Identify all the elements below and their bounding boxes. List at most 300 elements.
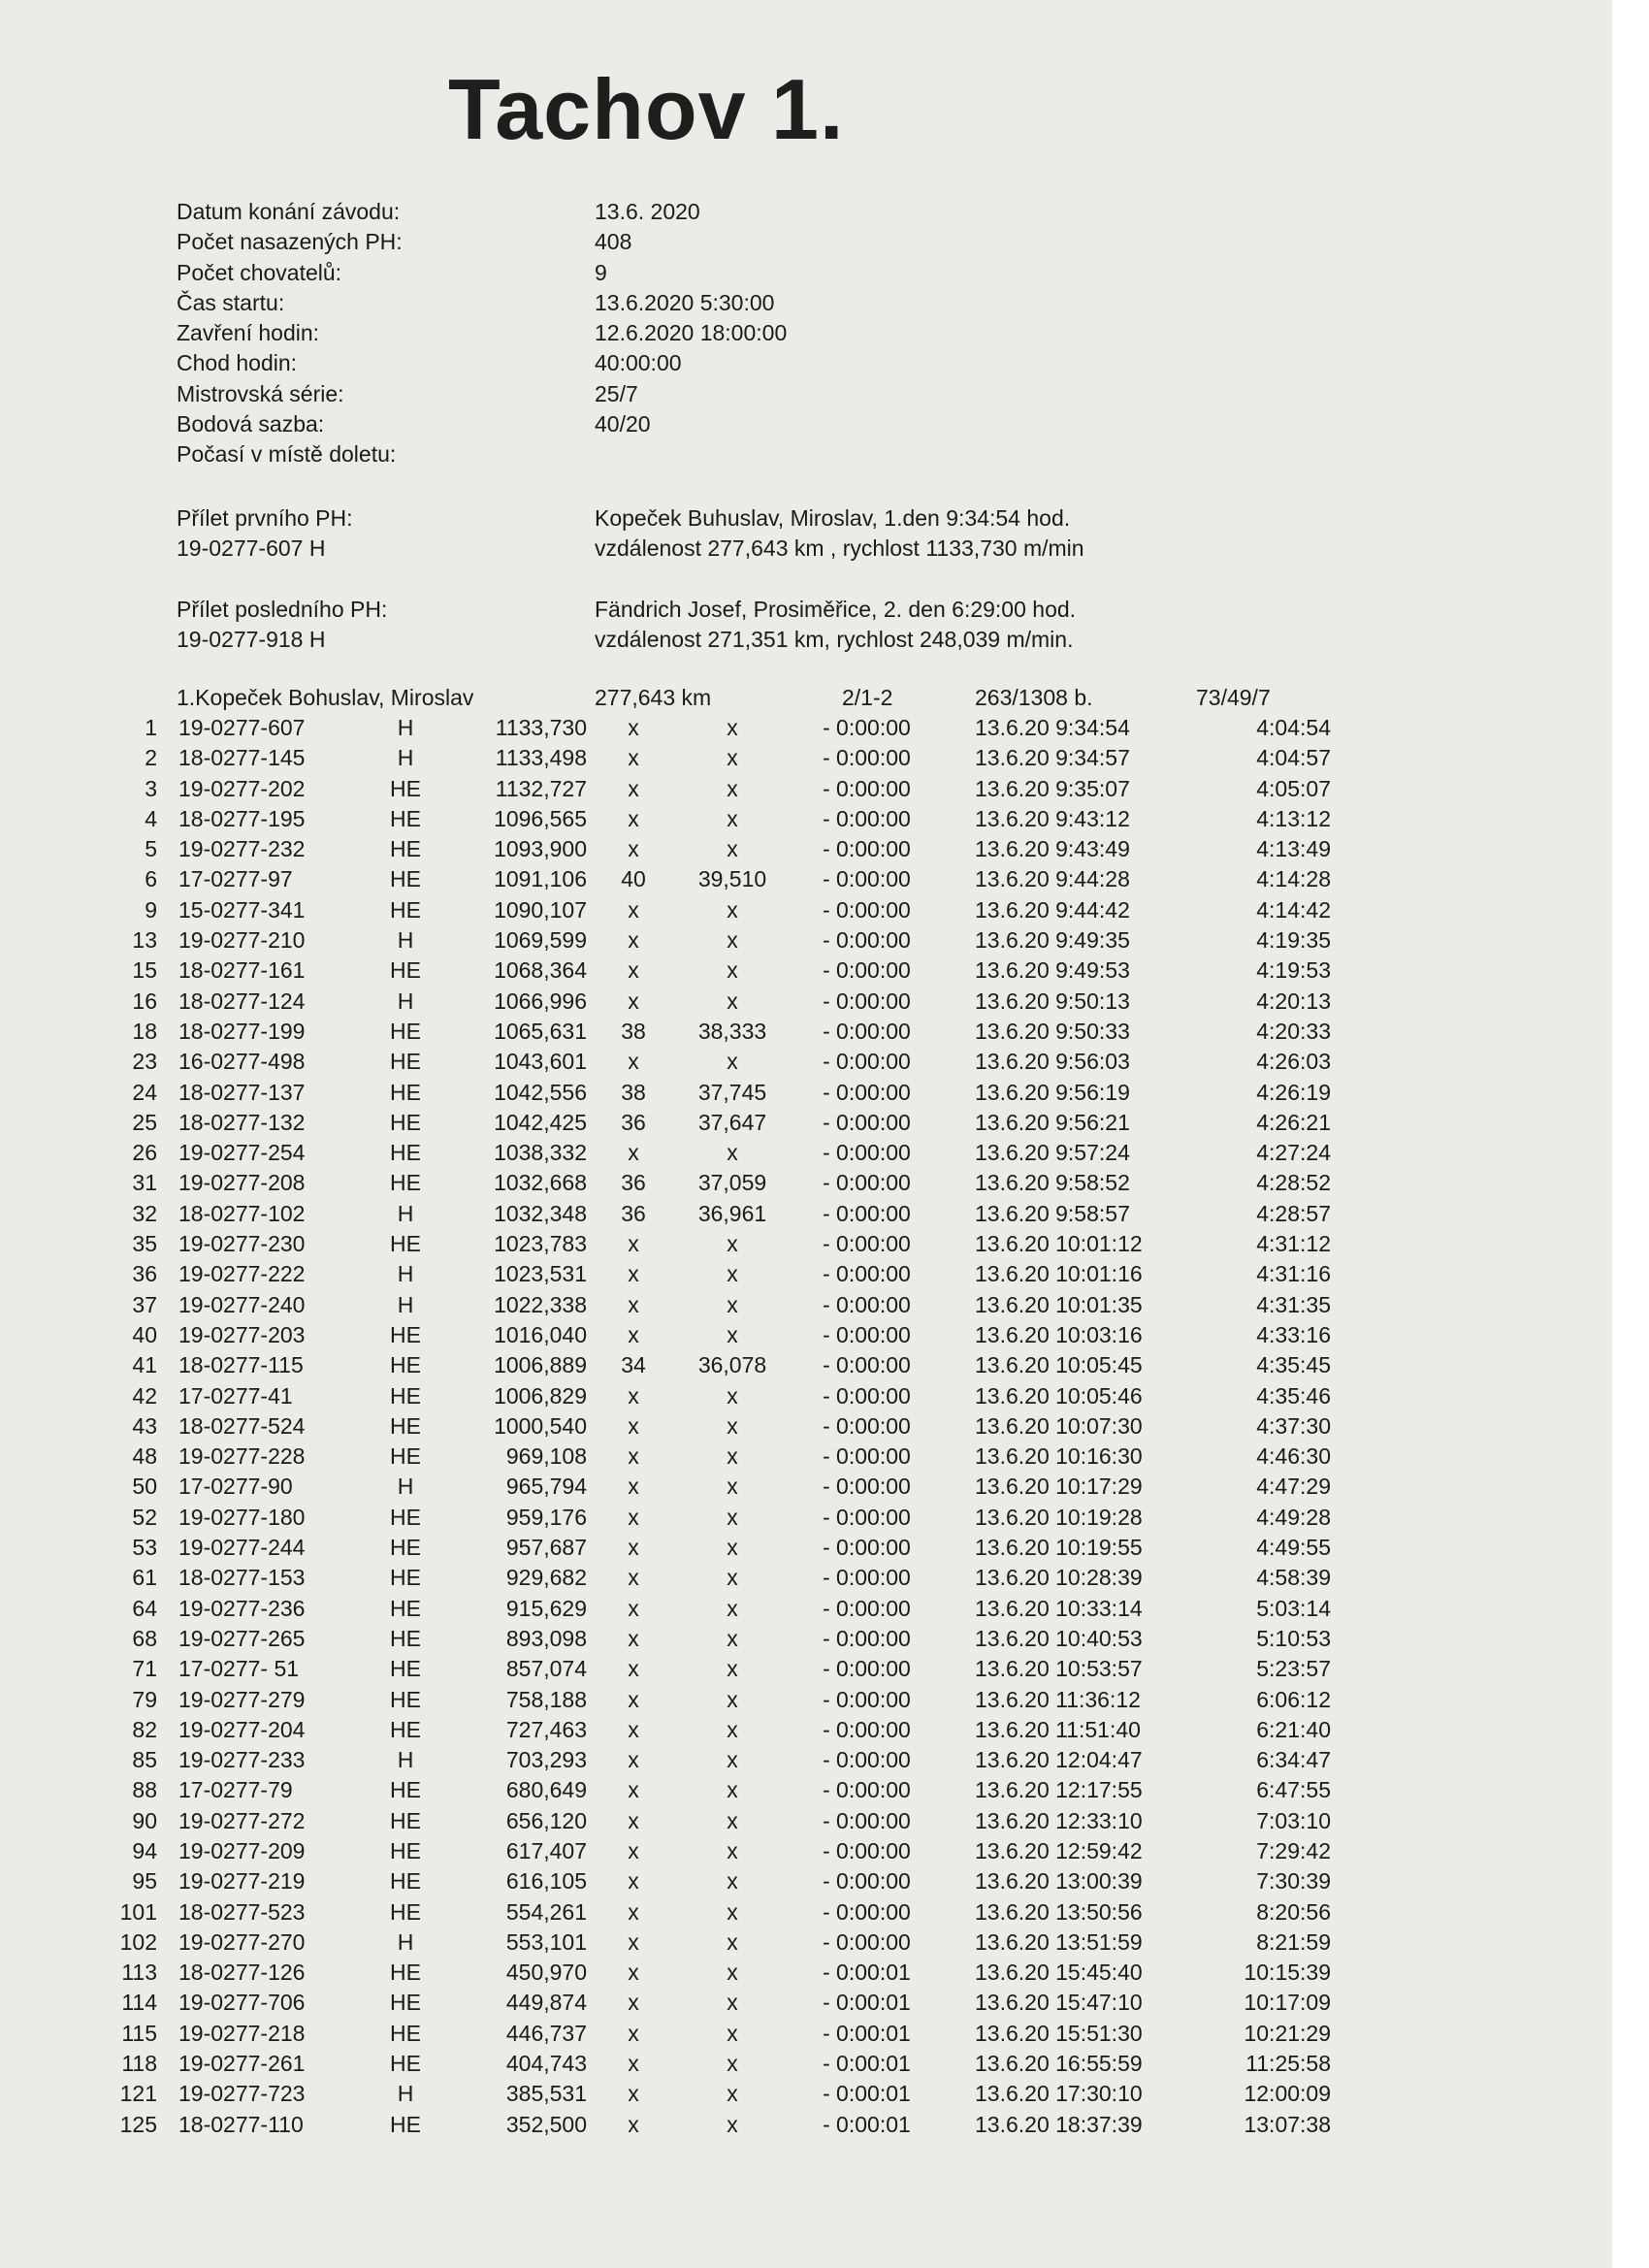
info-value: 9 bbox=[595, 259, 607, 285]
coefficient-cell: x bbox=[727, 1747, 738, 1773]
rank-cell: 68 bbox=[132, 1625, 157, 1651]
rank-cell: 6 bbox=[145, 866, 157, 892]
flight-time-cell: 4:35:45 bbox=[1256, 1352, 1331, 1378]
rank-cell: 50 bbox=[132, 1474, 157, 1500]
ring-cell: 17-0277-90 bbox=[178, 1474, 293, 1500]
rank-cell: 85 bbox=[132, 1747, 157, 1773]
speed-cell: 1066,996 bbox=[494, 988, 587, 1014]
points-cell: 38 bbox=[621, 1079, 646, 1105]
arrival-cell: 13.6.20 10:19:55 bbox=[975, 1535, 1143, 1561]
arrival-cell: 13.6.20 10:01:16 bbox=[975, 1261, 1143, 1287]
info-label: Zavření hodin: bbox=[177, 320, 320, 346]
ring-cell: 19-0277-272 bbox=[178, 1807, 306, 1833]
sex-cell: HE bbox=[390, 1079, 421, 1105]
speed-cell: 929,682 bbox=[505, 1565, 587, 1591]
coefficient-cell: x bbox=[727, 1565, 738, 1591]
ring-cell: 17-0277-97 bbox=[178, 866, 293, 892]
points-cell: x bbox=[628, 2020, 639, 2046]
coefficient-cell: 38,333 bbox=[697, 1018, 767, 1044]
coefficient-cell: 39,510 bbox=[697, 866, 767, 892]
difference-cell: - 0:00:01 bbox=[823, 2111, 911, 2137]
sex-cell: HE bbox=[390, 1535, 421, 1561]
ring-cell: 19-0277-254 bbox=[178, 1140, 306, 1166]
difference-cell: - 0:00:00 bbox=[823, 1291, 911, 1317]
flight-time-cell: 6:06:12 bbox=[1256, 1686, 1331, 1712]
sex-cell: HE bbox=[390, 896, 421, 923]
speed-cell: 1133,730 bbox=[495, 715, 587, 740]
flight-time-cell: 4:20:13 bbox=[1256, 988, 1331, 1014]
speed-cell: 957,687 bbox=[505, 1535, 587, 1561]
ring-cell: 18-0277-523 bbox=[178, 1898, 306, 1925]
difference-cell: - 0:00:00 bbox=[823, 866, 911, 892]
info-value: 40:00:00 bbox=[595, 350, 682, 376]
points-cell: x bbox=[628, 896, 639, 923]
arrival-cell: 13.6.20 10:28:39 bbox=[975, 1565, 1143, 1591]
arrival-cell: 13.6.20 15:47:10 bbox=[975, 1990, 1143, 2016]
rank-cell: 35 bbox=[132, 1231, 157, 1257]
difference-cell: - 0:00:00 bbox=[823, 957, 911, 984]
arrival-cell: 13.6.20 10:01:35 bbox=[975, 1291, 1143, 1317]
coefficient-cell: x bbox=[727, 1261, 738, 1287]
points-cell: x bbox=[628, 1504, 639, 1530]
points-cell: x bbox=[628, 1686, 639, 1712]
coefficient-cell: 37,059 bbox=[697, 1170, 767, 1196]
flight-time-cell: 4:14:42 bbox=[1256, 896, 1331, 923]
rank-cell: 121 bbox=[119, 2081, 157, 2107]
ring-cell: 18-0277-153 bbox=[178, 1565, 306, 1591]
sex-cell: HE bbox=[390, 1140, 421, 1166]
arrival-cell: 13.6.20 9:43:12 bbox=[975, 805, 1130, 831]
ring-cell: 19-0277-203 bbox=[178, 1321, 306, 1347]
difference-cell: - 0:00:00 bbox=[823, 1686, 911, 1712]
flight-time-cell: 4:37:30 bbox=[1256, 1412, 1331, 1439]
sex-cell: H bbox=[397, 1474, 414, 1500]
points-cell: x bbox=[628, 1747, 639, 1773]
speed-cell: 616,105 bbox=[505, 1868, 587, 1895]
sex-cell: HE bbox=[390, 2111, 421, 2137]
first-arrival-label: Přílet prvního PH: bbox=[177, 505, 353, 531]
difference-cell: - 0:00:00 bbox=[823, 1777, 911, 1803]
points-cell: x bbox=[628, 1868, 639, 1895]
coefficient-cell: x bbox=[727, 775, 738, 801]
difference-cell: - 0:00:00 bbox=[823, 1837, 911, 1863]
arrival-cell: 13.6.20 9:35:07 bbox=[975, 775, 1130, 801]
info-label: Datum konání závodu: bbox=[177, 199, 401, 224]
speed-cell: 1093,900 bbox=[494, 836, 587, 862]
sex-cell: HE bbox=[390, 1049, 421, 1075]
speed-cell: 965,794 bbox=[505, 1474, 587, 1500]
coefficient-cell: x bbox=[727, 715, 738, 740]
coefficient-cell: x bbox=[727, 2051, 738, 2077]
difference-cell: - 0:00:00 bbox=[823, 1898, 911, 1925]
sex-cell: HE bbox=[390, 1837, 421, 1863]
sex-cell: HE bbox=[390, 1170, 421, 1196]
speed-cell: 1042,556 bbox=[494, 1079, 587, 1105]
coefficient-cell: x bbox=[727, 1291, 738, 1317]
coefficient-cell: x bbox=[727, 1412, 738, 1439]
ring-cell: 19-0277-219 bbox=[178, 1868, 306, 1895]
speed-cell: 446,737 bbox=[505, 2020, 587, 2046]
coefficient-cell: 37,647 bbox=[697, 1109, 767, 1135]
first-arrival-ring: 19-0277-607 H bbox=[177, 535, 326, 561]
speed-cell: 1065,631 bbox=[494, 1018, 587, 1044]
ring-cell: 19-0277-236 bbox=[178, 1595, 306, 1621]
rank-cell: 31 bbox=[132, 1170, 157, 1196]
ring-cell: 19-0277-261 bbox=[178, 2051, 306, 2077]
speed-cell: 758,188 bbox=[505, 1686, 587, 1712]
difference-cell: - 0:00:00 bbox=[823, 1807, 911, 1833]
difference-cell: - 0:00:00 bbox=[823, 1474, 911, 1500]
flight-time-cell: 4:47:29 bbox=[1256, 1474, 1331, 1500]
rank-cell: 48 bbox=[132, 1443, 157, 1470]
difference-cell: - 0:00:01 bbox=[823, 1960, 911, 1986]
speed-cell: 1043,601 bbox=[494, 1049, 587, 1075]
ring-cell: 18-0277-137 bbox=[178, 1079, 306, 1105]
speed-cell: 1032,348 bbox=[494, 1200, 587, 1226]
ring-cell: 19-0277-706 bbox=[178, 1990, 306, 2016]
ring-cell: 19-0277-607 bbox=[178, 715, 306, 740]
coefficient-cell: x bbox=[727, 1716, 738, 1742]
rank-cell: 26 bbox=[132, 1140, 157, 1166]
coefficient-cell: x bbox=[727, 1686, 738, 1712]
speed-cell: 404,743 bbox=[505, 2051, 587, 2077]
coefficient-cell: x bbox=[727, 1960, 738, 1986]
rank-cell: 95 bbox=[132, 1868, 157, 1895]
rank-cell: 101 bbox=[119, 1898, 157, 1925]
flight-time-cell: 10:15:39 bbox=[1244, 1960, 1331, 1986]
flight-time-cell: 4:05:07 bbox=[1256, 775, 1331, 801]
last-arrival-line1: Fändrich Josef, Prosiměřice, 2. den 6:29:00 hod. bbox=[595, 597, 1077, 622]
arrival-cell: 13.6.20 9:43:49 bbox=[975, 836, 1130, 862]
flight-time-cell: 4:04:57 bbox=[1256, 745, 1331, 771]
ring-cell: 18-0277-145 bbox=[178, 745, 306, 771]
difference-cell: - 0:00:00 bbox=[823, 1625, 911, 1651]
points-cell: x bbox=[628, 1049, 639, 1075]
speed-cell: 1032,668 bbox=[494, 1170, 587, 1196]
sex-cell: HE bbox=[390, 866, 421, 892]
coefficient-cell: x bbox=[727, 1928, 738, 1955]
ring-cell: 19-0277-230 bbox=[178, 1231, 306, 1257]
coefficient-cell: 36,961 bbox=[697, 1200, 767, 1226]
ring-cell: 19-0277-265 bbox=[178, 1625, 306, 1651]
difference-cell: - 0:00:00 bbox=[823, 1716, 911, 1742]
rank-cell: 36 bbox=[132, 1261, 157, 1287]
rank-cell: 32 bbox=[132, 1200, 157, 1226]
sex-cell: H bbox=[397, 745, 414, 771]
arrival-cell: 13.6.20 9:34:54 bbox=[975, 715, 1130, 740]
sex-cell: HE bbox=[390, 1656, 421, 1682]
rank-cell: 16 bbox=[132, 988, 157, 1014]
arrival-cell: 13.6.20 11:51:40 bbox=[975, 1716, 1141, 1742]
arrival-cell: 13.6.20 13:51:59 bbox=[975, 1928, 1143, 1955]
rank-cell: 115 bbox=[121, 2020, 157, 2046]
last-arrival-ring: 19-0277-918 H bbox=[177, 627, 326, 652]
flight-time-cell: 4:26:19 bbox=[1256, 1079, 1331, 1105]
flight-time-cell: 10:21:29 bbox=[1244, 2020, 1331, 2046]
rank-cell: 1 bbox=[145, 715, 157, 740]
sex-cell: HE bbox=[390, 1352, 421, 1378]
points-cell: x bbox=[628, 1140, 639, 1166]
ring-cell: 19-0277-244 bbox=[178, 1535, 306, 1561]
sex-cell: H bbox=[397, 1747, 414, 1773]
difference-cell: - 0:00:00 bbox=[823, 836, 911, 862]
difference-cell: - 0:00:00 bbox=[823, 1747, 911, 1773]
difference-cell: - 0:00:00 bbox=[823, 1868, 911, 1895]
speed-cell: 1016,040 bbox=[494, 1321, 587, 1347]
ring-cell: 15-0277-341 bbox=[178, 896, 306, 923]
ring-cell: 18-0277-115 bbox=[178, 1352, 304, 1378]
speed-cell: 1022,338 bbox=[494, 1291, 587, 1317]
sex-cell: HE bbox=[390, 1625, 421, 1651]
sex-cell: H bbox=[397, 715, 414, 740]
points-cell: x bbox=[628, 1535, 639, 1561]
coefficient-cell: x bbox=[727, 957, 738, 984]
points-cell: x bbox=[628, 775, 639, 801]
arrival-cell: 13.6.20 10:03:16 bbox=[975, 1321, 1143, 1347]
coefficient-cell: x bbox=[727, 988, 738, 1014]
points-cell: x bbox=[628, 1261, 639, 1287]
arrival-cell: 13.6.20 10:01:12 bbox=[975, 1231, 1143, 1257]
rank-cell: 3 bbox=[145, 775, 157, 801]
arrival-cell: 13.6.20 9:34:57 bbox=[975, 745, 1130, 771]
flight-time-cell: 4:13:12 bbox=[1256, 805, 1331, 831]
difference-cell: - 0:00:00 bbox=[823, 805, 911, 831]
rank-cell: 4 bbox=[145, 805, 157, 831]
speed-cell: 969,108 bbox=[505, 1443, 587, 1470]
info-value: 12.6.2020 18:00:00 bbox=[595, 320, 788, 346]
sex-cell: HE bbox=[390, 2020, 421, 2046]
speed-cell: 449,874 bbox=[505, 1990, 587, 2016]
coefficient-cell: x bbox=[727, 927, 738, 954]
sex-cell: HE bbox=[390, 1565, 421, 1591]
info-value: 13.6. 2020 bbox=[595, 199, 700, 224]
flight-time-cell: 4:13:49 bbox=[1256, 836, 1331, 862]
arrival-cell: 13.6.20 9:49:35 bbox=[975, 927, 1130, 954]
flight-time-cell: 4:33:16 bbox=[1256, 1321, 1331, 1347]
flight-time-cell: 8:21:59 bbox=[1256, 1928, 1331, 1955]
rank-cell: 114 bbox=[121, 1990, 157, 2016]
ring-cell: 19-0277-210 bbox=[178, 927, 306, 954]
difference-cell: - 0:00:01 bbox=[823, 1990, 911, 2016]
sex-cell: H bbox=[397, 1261, 414, 1287]
info-label: Čas startu: bbox=[177, 289, 285, 315]
points-cell: x bbox=[628, 805, 639, 831]
flight-time-cell: 13:07:38 bbox=[1244, 2111, 1331, 2137]
speed-cell: 1000,540 bbox=[494, 1412, 587, 1439]
points-cell: x bbox=[628, 957, 639, 984]
rank-cell: 102 bbox=[119, 1928, 157, 1955]
speed-cell: 553,101 bbox=[505, 1928, 587, 1955]
difference-cell: - 0:00:00 bbox=[823, 1200, 911, 1226]
sex-cell: HE bbox=[390, 2051, 421, 2077]
difference-cell: - 0:00:00 bbox=[823, 1231, 911, 1257]
sex-cell: HE bbox=[390, 1686, 421, 1712]
sex-cell: HE bbox=[390, 775, 421, 801]
points-cell: x bbox=[628, 927, 639, 954]
sex-cell: HE bbox=[390, 1504, 421, 1530]
coefficient-cell: x bbox=[727, 1535, 738, 1561]
difference-cell: - 0:00:00 bbox=[823, 1504, 911, 1530]
flight-time-cell: 6:34:47 bbox=[1256, 1747, 1331, 1773]
arrival-cell: 13.6.20 12:59:42 bbox=[975, 1837, 1143, 1863]
points-cell: x bbox=[628, 745, 639, 771]
flight-time-cell: 7:29:42 bbox=[1256, 1837, 1331, 1863]
difference-cell: - 0:00:00 bbox=[823, 1321, 911, 1347]
points-cell: x bbox=[628, 1231, 639, 1257]
sex-cell: HE bbox=[390, 1412, 421, 1439]
coefficient-cell: x bbox=[727, 1868, 738, 1895]
coefficient-cell: 37,745 bbox=[697, 1079, 767, 1105]
ring-cell: 19-0277-180 bbox=[178, 1504, 306, 1530]
rank-cell: 41 bbox=[132, 1352, 157, 1378]
flight-time-cell: 8:20:56 bbox=[1256, 1898, 1331, 1925]
flight-time-cell: 10:17:09 bbox=[1244, 1990, 1331, 2016]
flight-time-cell: 4:46:30 bbox=[1256, 1443, 1331, 1470]
sex-cell: H bbox=[397, 988, 414, 1014]
points-cell: x bbox=[628, 1412, 639, 1439]
points-cell: x bbox=[628, 1625, 639, 1651]
info-value: 13.6.2020 5:30:00 bbox=[595, 289, 775, 315]
arrival-cell: 13.6.20 9:58:57 bbox=[975, 1200, 1130, 1226]
sex-cell: H bbox=[397, 927, 414, 954]
difference-cell: - 0:00:01 bbox=[823, 2020, 911, 2046]
rank-cell: 64 bbox=[132, 1595, 157, 1621]
arrival-cell: 13.6.20 15:51:30 bbox=[975, 2020, 1143, 2046]
flight-time-cell: 5:10:53 bbox=[1256, 1625, 1331, 1651]
points-cell: 36 bbox=[621, 1170, 646, 1196]
coefficient-cell: x bbox=[727, 1443, 738, 1470]
owner-points: 263/1308 b. bbox=[975, 685, 1093, 710]
flight-time-cell: 4:28:52 bbox=[1256, 1170, 1331, 1196]
points-cell: x bbox=[628, 1595, 639, 1621]
arrival-cell: 13.6.20 9:56:03 bbox=[975, 1049, 1130, 1075]
owner-name: 1.Kopeček Bohuslav, Miroslav bbox=[177, 685, 474, 710]
ring-cell: 19-0277-202 bbox=[178, 775, 306, 801]
speed-cell: 450,970 bbox=[505, 1960, 587, 1986]
difference-cell: - 0:00:00 bbox=[823, 715, 911, 740]
info-label: Chod hodin: bbox=[177, 350, 298, 376]
points-cell: x bbox=[628, 1928, 639, 1955]
speed-cell: 703,293 bbox=[505, 1747, 587, 1773]
flight-time-cell: 5:03:14 bbox=[1256, 1595, 1331, 1621]
arrival-cell: 13.6.20 12:17:55 bbox=[975, 1777, 1143, 1803]
rank-cell: 125 bbox=[119, 2111, 157, 2137]
rank-cell: 25 bbox=[132, 1109, 157, 1135]
sex-cell: HE bbox=[390, 1321, 421, 1347]
difference-cell: - 0:00:01 bbox=[823, 2081, 911, 2107]
speed-cell: 1096,565 bbox=[494, 805, 587, 831]
speed-cell: 1006,829 bbox=[494, 1382, 587, 1409]
rank-cell: 42 bbox=[132, 1382, 157, 1409]
flight-time-cell: 7:30:39 bbox=[1256, 1868, 1331, 1895]
last-arrival-label: Přílet posledního PH: bbox=[177, 597, 388, 622]
rank-cell: 18 bbox=[132, 1018, 157, 1044]
speed-cell: 617,407 bbox=[505, 1837, 587, 1863]
points-cell: x bbox=[628, 1960, 639, 1986]
coefficient-cell: x bbox=[727, 2081, 738, 2107]
difference-cell: - 0:00:01 bbox=[823, 2051, 911, 2077]
speed-cell: 1006,889 bbox=[494, 1352, 587, 1378]
points-cell: x bbox=[628, 836, 639, 862]
speed-cell: 727,463 bbox=[505, 1716, 587, 1742]
info-label: Počet chovatelů: bbox=[177, 259, 342, 285]
rank-cell: 79 bbox=[132, 1686, 157, 1712]
points-cell: 40 bbox=[621, 866, 646, 892]
speed-cell: 1023,531 bbox=[494, 1261, 587, 1287]
flight-time-cell: 4:31:35 bbox=[1256, 1291, 1331, 1317]
ring-cell: 17-0277-79 bbox=[178, 1777, 293, 1803]
speed-cell: 1068,364 bbox=[494, 957, 587, 984]
points-cell: x bbox=[628, 1474, 639, 1500]
arrival-cell: 13.6.20 9:56:19 bbox=[975, 1079, 1130, 1105]
ring-cell: 19-0277-270 bbox=[178, 1928, 306, 1955]
points-cell: x bbox=[628, 1898, 639, 1925]
rank-cell: 94 bbox=[132, 1837, 157, 1863]
speed-cell: 1069,599 bbox=[494, 927, 587, 954]
rank-cell: 82 bbox=[132, 1716, 157, 1742]
rank-cell: 53 bbox=[132, 1535, 157, 1561]
flight-time-cell: 4:27:24 bbox=[1256, 1140, 1331, 1166]
coefficient-cell: x bbox=[727, 1049, 738, 1075]
difference-cell: - 0:00:00 bbox=[823, 1928, 911, 1955]
coefficient-cell: x bbox=[727, 1231, 738, 1257]
speed-cell: 385,531 bbox=[505, 2081, 587, 2107]
coefficient-cell: x bbox=[727, 1474, 738, 1500]
ring-cell: 19-0277-279 bbox=[178, 1686, 306, 1712]
rank-cell: 9 bbox=[145, 896, 157, 923]
points-cell: 38 bbox=[621, 1018, 646, 1044]
flight-time-cell: 4:58:39 bbox=[1256, 1565, 1331, 1591]
difference-cell: - 0:00:00 bbox=[823, 896, 911, 923]
rank-cell: 52 bbox=[132, 1504, 157, 1530]
points-cell: x bbox=[628, 1716, 639, 1742]
sex-cell: HE bbox=[390, 1382, 421, 1409]
ring-cell: 19-0277-209 bbox=[178, 1837, 306, 1863]
points-cell: x bbox=[628, 988, 639, 1014]
ring-cell: 18-0277-126 bbox=[178, 1960, 306, 1986]
flight-time-cell: 4:20:33 bbox=[1256, 1018, 1331, 1044]
difference-cell: - 0:00:00 bbox=[823, 1079, 911, 1105]
flight-time-cell: 4:19:35 bbox=[1256, 927, 1331, 954]
sex-cell: H bbox=[397, 1200, 414, 1226]
speed-cell: 554,261 bbox=[505, 1898, 587, 1925]
flight-time-cell: 4:26:21 bbox=[1256, 1109, 1331, 1135]
page-title: Tachov 1. bbox=[448, 61, 845, 157]
ring-cell: 18-0277-199 bbox=[178, 1018, 306, 1044]
ring-cell: 16-0277-498 bbox=[178, 1049, 306, 1075]
arrival-cell: 13.6.20 10:16:30 bbox=[975, 1443, 1143, 1470]
arrival-cell: 13.6.20 10:17:29 bbox=[975, 1474, 1143, 1500]
flight-time-cell: 4:04:54 bbox=[1256, 715, 1331, 740]
rank-cell: 24 bbox=[132, 1079, 157, 1105]
sex-cell: HE bbox=[390, 957, 421, 984]
arrival-cell: 13.6.20 18:37:39 bbox=[975, 2111, 1143, 2137]
rank-cell: 5 bbox=[145, 836, 157, 862]
points-cell: x bbox=[628, 1656, 639, 1682]
rank-cell: 71 bbox=[132, 1656, 157, 1682]
coefficient-cell: x bbox=[727, 1625, 738, 1651]
difference-cell: - 0:00:00 bbox=[823, 1535, 911, 1561]
first-arrival-line2: vzdálenost 277,643 km , rychlost 1133,730 m/min bbox=[595, 535, 1084, 561]
ring-cell: 19-0277-204 bbox=[178, 1716, 306, 1742]
points-cell: 34 bbox=[621, 1352, 646, 1378]
speed-cell: 1023,783 bbox=[494, 1231, 587, 1257]
arrival-cell: 13.6.20 17:30:10 bbox=[975, 2081, 1143, 2107]
arrival-cell: 13.6.20 9:56:21 bbox=[975, 1109, 1130, 1135]
arrival-cell: 13.6.20 13:50:56 bbox=[975, 1898, 1143, 1925]
coefficient-cell: x bbox=[727, 1656, 738, 1682]
flight-time-cell: 4:35:46 bbox=[1256, 1382, 1331, 1409]
